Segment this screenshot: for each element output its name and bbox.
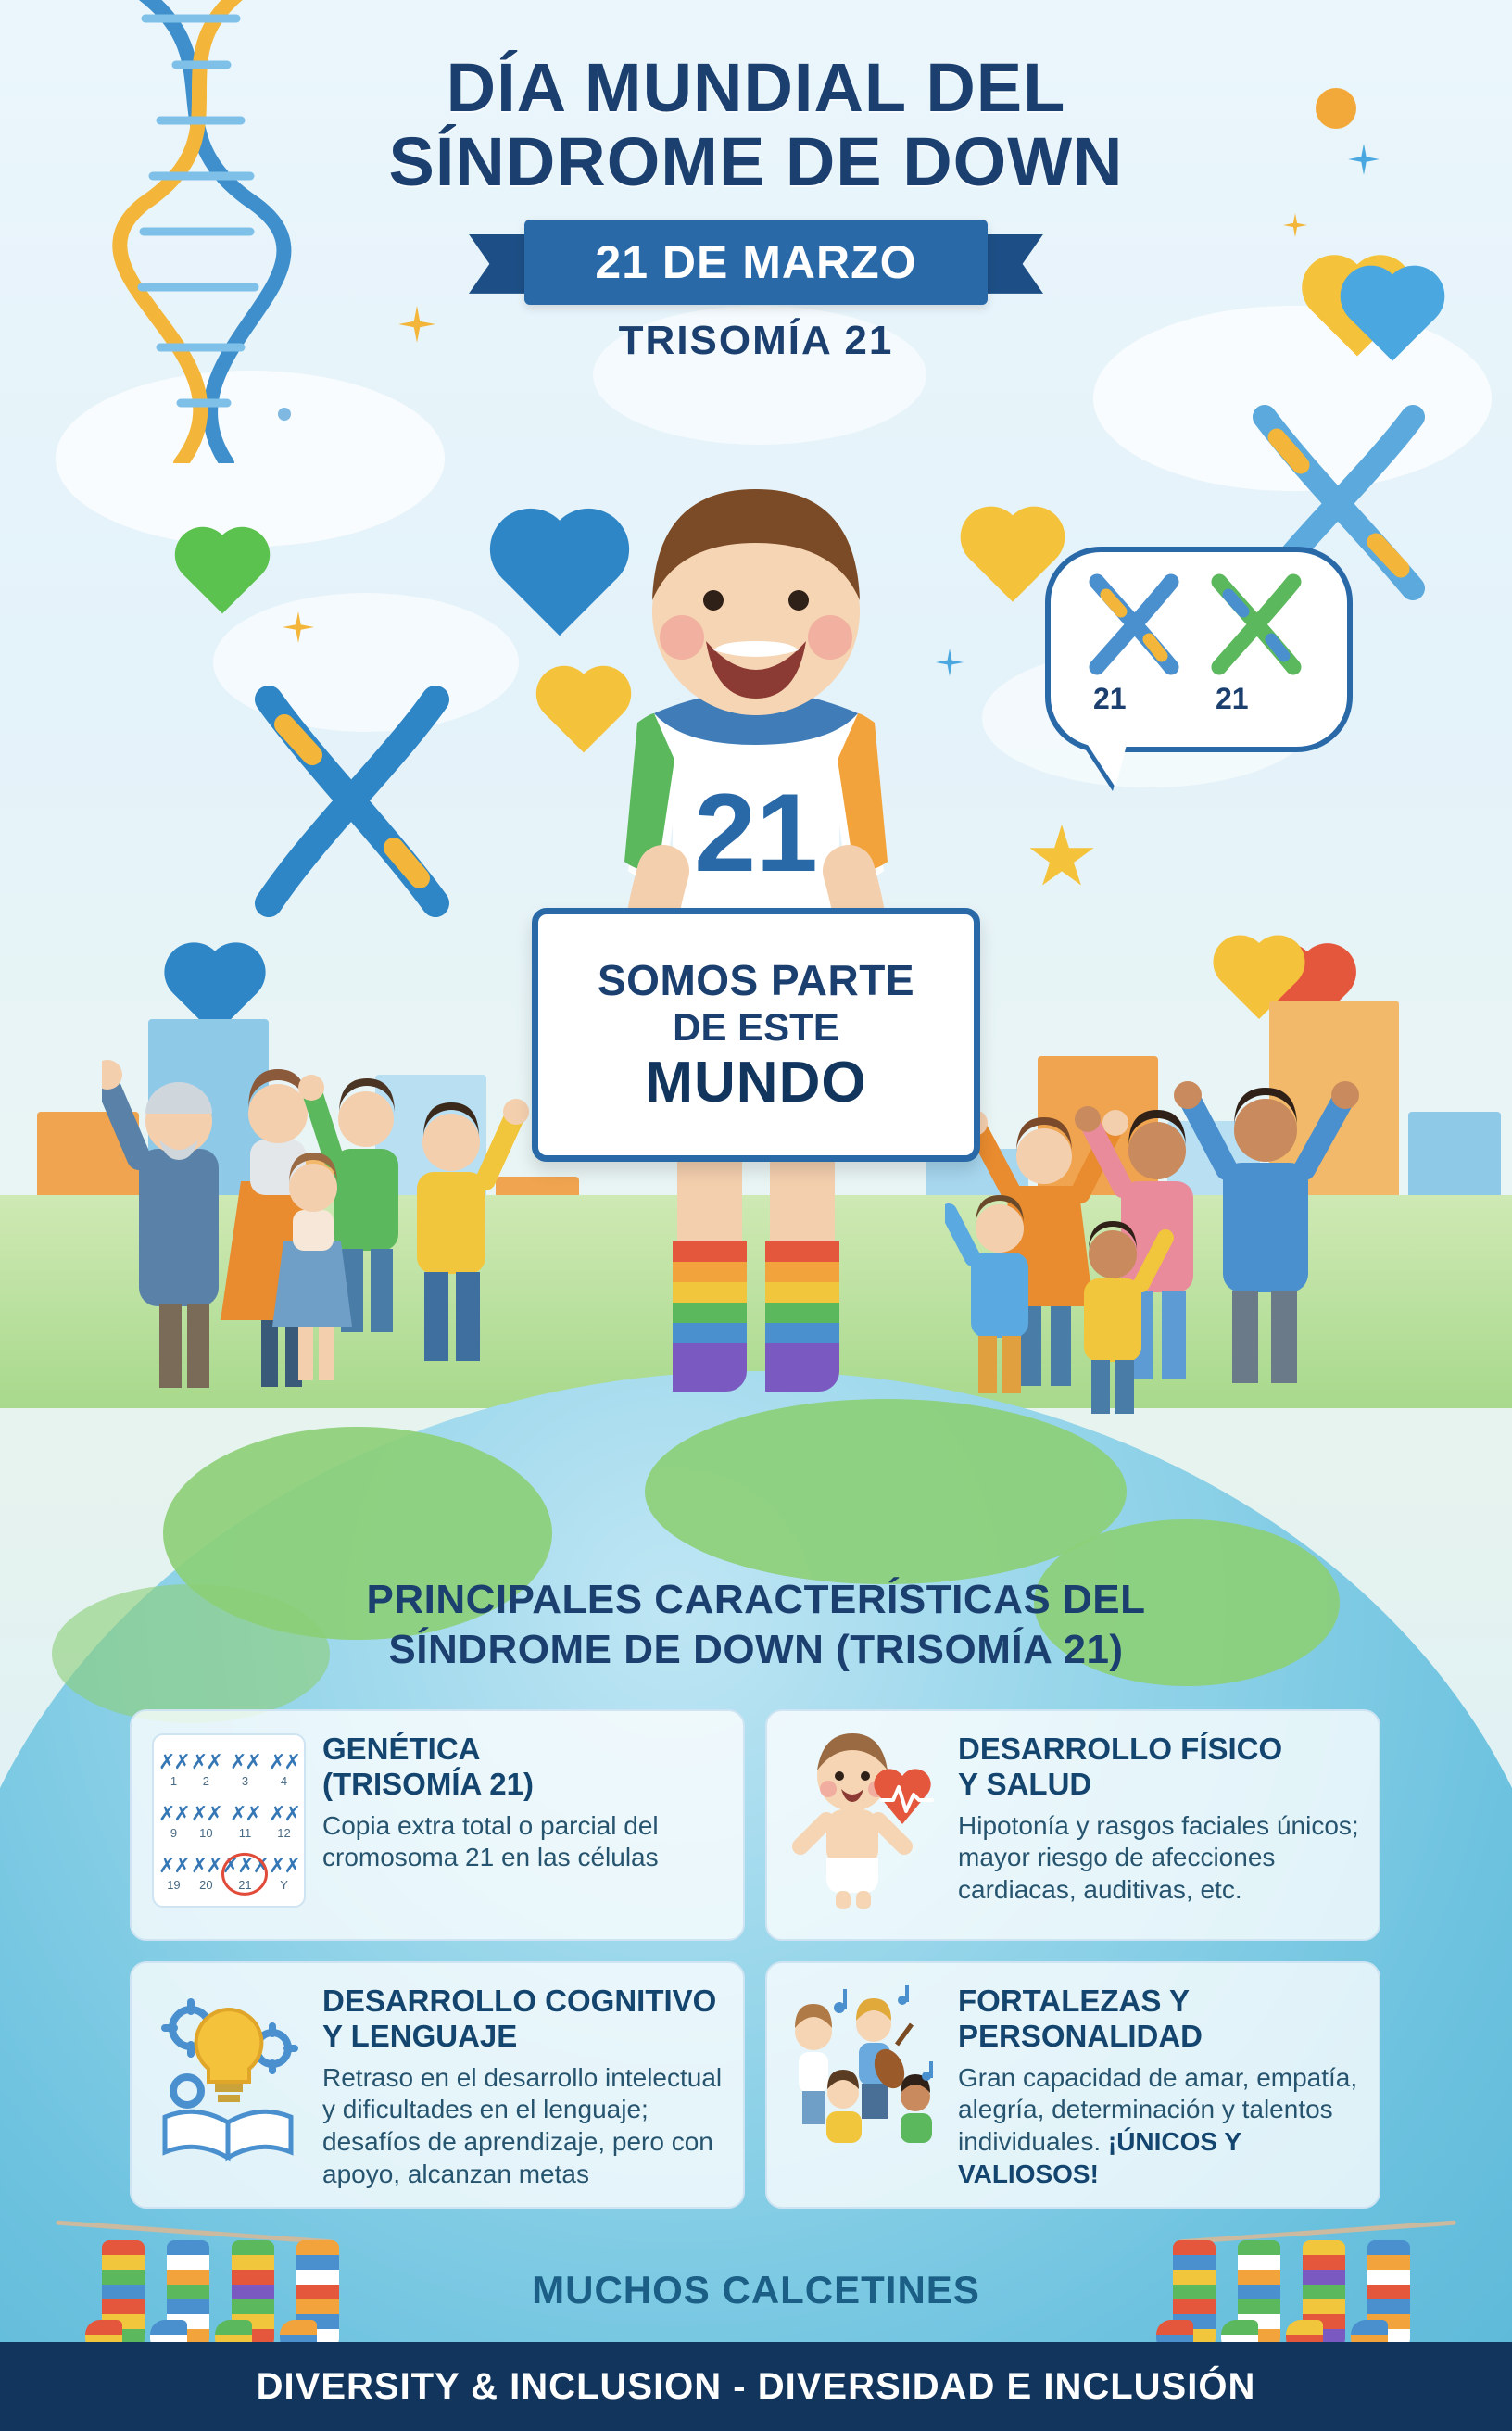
karyotype-pair: ✗✗ xyxy=(190,1749,221,1773)
heart-icon xyxy=(183,535,262,614)
karyotype-cell xyxy=(158,1795,190,1846)
karyotype-cell xyxy=(268,1795,300,1846)
poster-header xyxy=(0,51,1512,364)
karyotype-number: 20 xyxy=(199,1877,213,1892)
card-title-line-1: DESARROLLO COGNITIVO xyxy=(322,1984,717,2018)
karyotype-cell xyxy=(268,1743,300,1795)
card-text xyxy=(958,2062,1360,2191)
date-ribbon xyxy=(469,220,1043,305)
shirt-number: 21 xyxy=(694,771,818,895)
karyotype-cell xyxy=(222,1743,268,1795)
card-genetica[interactable] xyxy=(130,1709,745,1941)
karyotype-number: 11 xyxy=(238,1825,252,1840)
karyotype-number: 21 xyxy=(238,1877,252,1892)
karyotype-pair: ✗✗ xyxy=(158,1801,189,1825)
card-fortalezas[interactable] xyxy=(765,1961,1380,2209)
card-title xyxy=(958,1984,1360,2055)
card-body xyxy=(322,1980,724,2190)
karyotype-number: 12 xyxy=(277,1825,291,1840)
karyotype-pair: ✗✗ xyxy=(230,1801,260,1825)
karyotype-cell xyxy=(158,1743,190,1795)
karyotype-pair: ✗✗ xyxy=(158,1749,189,1773)
karyotype-number: Y xyxy=(280,1877,288,1892)
card-title-line-2: PERSONALIDAD xyxy=(958,2019,1203,2054)
section-heading-line-1: PRINCIPALES CARACTERÍSTICAS DEL xyxy=(366,1577,1146,1622)
karyotype-number: 2 xyxy=(202,1773,209,1788)
bubble-chromosomes-icon xyxy=(1075,565,1316,686)
card-title-line-2: Y LENGUAJE xyxy=(322,2019,518,2054)
bubble-label-left: 21 xyxy=(1093,682,1127,715)
footer-banner-text: DIVERSITY & INCLUSION - DIVERSIDAD E INCLUSIÓN xyxy=(256,2365,1256,2407)
karyotype-number: 19 xyxy=(167,1877,181,1892)
karyotype-number: 1 xyxy=(170,1773,178,1788)
karyotype-number: 3 xyxy=(241,1773,249,1788)
baby-heart-icon xyxy=(786,1728,943,1913)
card-text-emphasis: ¡ÚNICOS Y VALIOSOS! xyxy=(958,2126,1241,2188)
section-heading-line-2: SÍNDROME DE DOWN (TRISOMÍA 21) xyxy=(388,1626,1124,1672)
card-title-line-1: DESARROLLO FÍSICO xyxy=(958,1732,1283,1766)
crowd-left-group xyxy=(102,1010,584,1436)
ribbon-body xyxy=(524,220,988,305)
highlight-circle-icon xyxy=(221,1853,268,1896)
karyotype-pair: ✗✗ xyxy=(269,1853,299,1877)
karyotype-pair: ✗✗ xyxy=(190,1801,221,1825)
card-desarrollo-cognitivo[interactable] xyxy=(130,1961,745,2209)
karyotype-number: 10 xyxy=(199,1825,213,1840)
karyotype-pair: ✗✗✗ xyxy=(221,1853,269,1877)
karyotype-icon xyxy=(150,1728,308,1913)
sign-line-1: SOMOS PARTE xyxy=(597,955,914,1004)
lightbulb-book-gears-icon xyxy=(150,1980,308,2165)
karyotype-number: 9 xyxy=(170,1825,178,1840)
card-title xyxy=(322,1732,724,1803)
held-sign xyxy=(532,908,980,1162)
footer-banner xyxy=(0,2342,1512,2431)
karyotype-pair: ✗✗ xyxy=(269,1749,299,1773)
card-title xyxy=(322,1984,724,2055)
card-body xyxy=(958,1728,1360,1922)
karyotype-cell xyxy=(190,1846,222,1898)
karyotype-cell xyxy=(190,1743,222,1795)
speech-bubble xyxy=(1045,547,1353,752)
karyotype-cell-highlighted xyxy=(222,1846,268,1898)
dot-icon xyxy=(278,408,291,421)
card-desarrollo-fisico[interactable] xyxy=(765,1709,1380,1941)
karyotype-pair: ✗✗ xyxy=(230,1749,260,1773)
karyotype-pair: ✗✗ xyxy=(158,1853,189,1877)
crowd-right-group xyxy=(945,991,1445,1436)
ribbon-date-label: 21 DE MARZO xyxy=(595,235,917,288)
karyotype-cell xyxy=(268,1846,300,1898)
socks-tagline: MUCHOS CALCETINES xyxy=(532,2268,980,2311)
karyotype-pair: ✗✗ xyxy=(190,1853,221,1877)
card-body xyxy=(958,1980,1360,2190)
karyotype-number: 4 xyxy=(280,1773,288,1788)
bubble-label-right: 21 xyxy=(1216,682,1249,715)
sign-line-3: MUNDO xyxy=(645,1050,867,1115)
poster-subtitle: TRISOMÍA 21 xyxy=(618,317,894,363)
card-title xyxy=(958,1732,1360,1803)
card-text: Copia extra total o parcial del cromosoma 21 en las células xyxy=(322,1810,659,1872)
karyotype-cell xyxy=(190,1795,222,1846)
title-line-1: DÍA MUNDIAL DEL xyxy=(446,49,1066,126)
sign-line-2: DE ESTE xyxy=(673,1004,839,1049)
karyotype-cell xyxy=(158,1846,190,1898)
card-body xyxy=(322,1728,724,1922)
card-title-line-2: (TRISOMÍA 21) xyxy=(322,1767,534,1802)
card-text: Hipotonía y rasgos faciales únicos; mayor riesgo de afecciones cardiacas, auditivas, etc. xyxy=(958,1810,1359,1904)
section-heading xyxy=(0,1575,1512,1674)
karyotype-cell xyxy=(222,1795,268,1846)
card-text-main: Gran capacidad de amar, empatía, alegría, determinación y talentos individuales. xyxy=(958,2062,1358,2156)
card-text: Retraso en el desarrollo intelectual y dificultades en el lenguaje; desafíos de aprendizaje, pero con apoyo, alcanzan metas xyxy=(322,2062,723,2188)
title-line-2: SÍNDROME DE DOWN xyxy=(388,122,1124,200)
children-music-icon xyxy=(786,1980,943,2165)
card-title-line-2: Y SALUD xyxy=(958,1767,1092,1802)
karyotype-pair: ✗✗ xyxy=(269,1801,299,1825)
card-title-line-1: FORTALEZAS Y xyxy=(958,1984,1190,2018)
characteristics-card-grid xyxy=(130,1709,1380,2209)
karyotype-grid xyxy=(152,1733,306,1908)
card-title-line-1: GENÉTICA xyxy=(322,1732,481,1766)
